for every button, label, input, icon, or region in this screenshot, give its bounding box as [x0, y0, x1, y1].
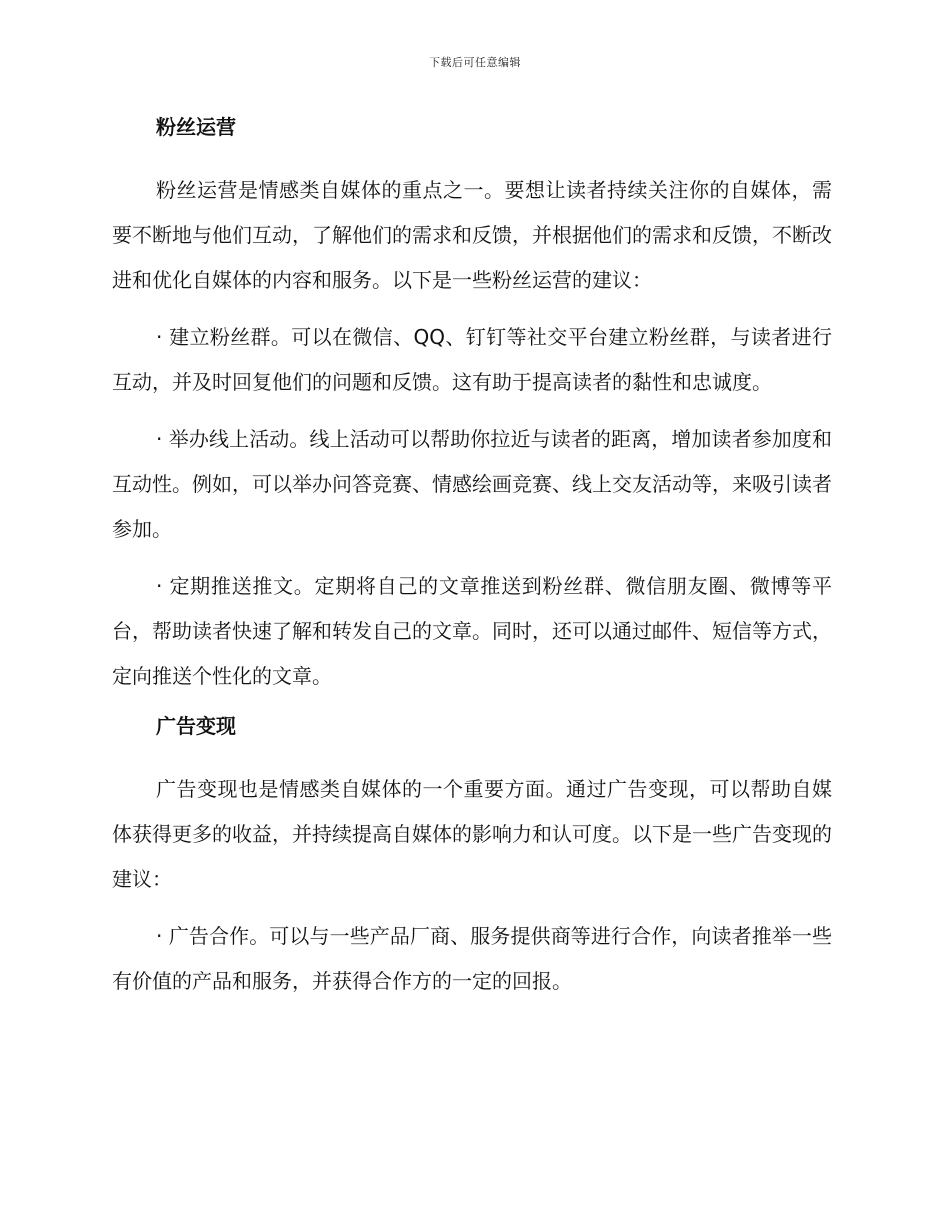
paragraph-bullet-regular-push: · 定期推送推文。定期将自己的文章推送到粉丝群、微信朋友圈、微博等平台，帮助读者快速了解和转发自己的文章。同时，还可以通过邮件、短信等方式，定向推送个性化的文章。 [112, 574, 832, 688]
section-heading: 广告变现 [156, 714, 236, 738]
paragraph-intro: 广告变现也是情感类自媒体的一个重要方面。通过广告变现，可以帮助自媒体获得更多的收益，并持续提高自媒体的影响力和认可度。以下是一些广告变现的建议： [112, 777, 832, 891]
page-header-note: 下载后可任意编辑 [429, 56, 521, 69]
paragraph-bullet-fan-group: · 建立粉丝群。可以在微信、QQ、钉钉等社交平台建立粉丝群，与读者进行互动，并及时回复他们的问题和反馈。这有助于提高读者的黏性和忠诚度。 [112, 325, 832, 394]
paragraph-bullet-online-events: · 举办线上活动。线上活动可以帮助你拉近与读者的距离，增加读者参加度和互动性。例如，可以举办问答竞赛、情感绘画竞赛、线上交友活动等，来吸引读者参加。 [112, 427, 832, 541]
paragraph-bullet-ad-cooperation: · 广告合作。可以与一些产品厂商、服务提供商等进行合作，向读者推举一些有价值的产品和服务，并获得合作方的一定的回报。 [112, 924, 832, 993]
document-body [112, 112, 832, 1016]
section-ad-monetization [112, 711, 832, 1004]
section-fan-operation [112, 112, 832, 699]
section-heading: 粉丝运营 [156, 115, 236, 139]
paragraph-intro: 粉丝运营是情感类自媒体的重点之一。要想让读者持续关注你的自媒体，需要不断地与他们互动，了解他们的需求和反馈，并根据他们的需求和反馈，不断改进和优化自媒体的内容和服务。以下是一些粉丝运营的建议： [112, 178, 832, 292]
